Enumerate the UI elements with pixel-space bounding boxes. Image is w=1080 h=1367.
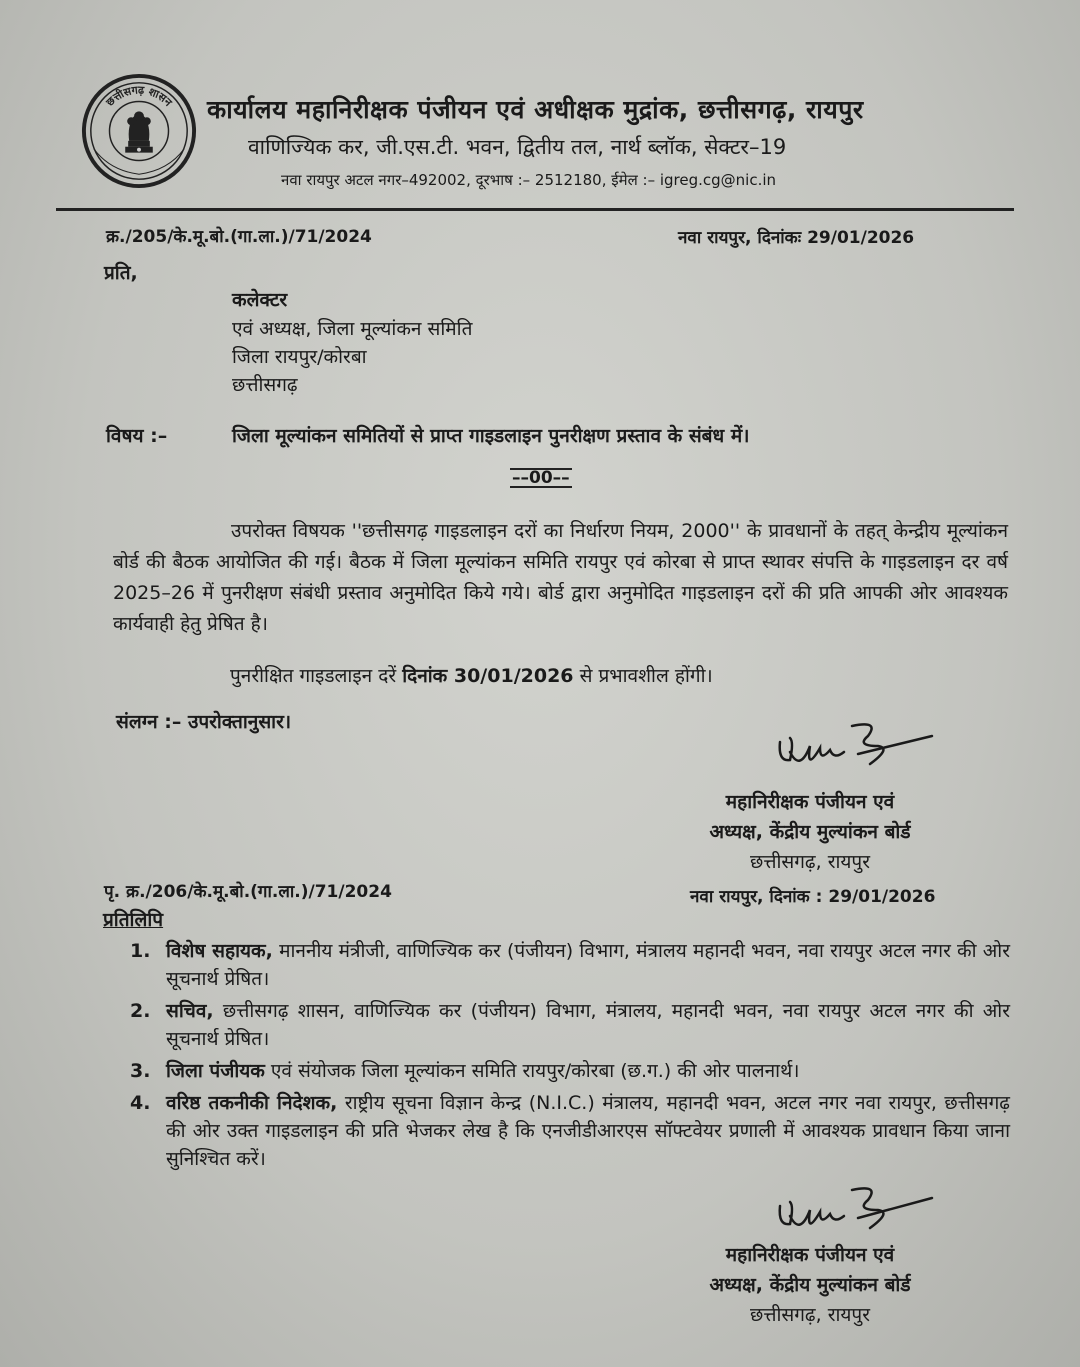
signatory-designation: महानिरीक्षक पंजीयन एवं: [725, 791, 895, 813]
list-item: 2. सचिव, छत्तीसगढ़ शासन, वाणिज्यिक कर (पंजीयन) विभाग, मंत्रालय, महानदी भवन, नवा रायपुर अटल नगर की ओर सूचनार्थ प्रेषित।: [130, 1000, 1010, 1050]
recipient-line-1: कलेक्टर: [232, 289, 288, 311]
office-title: कार्यालय महानिरीक्षक पंजीयन एवं अधीक्षक मुद्रांक, छत्तीसगढ़, रायपुर: [207, 95, 864, 124]
recipient-line-4: छत्तीसगढ़: [232, 374, 298, 396]
seal-text: छत्तीसगढ़ शासन: [103, 83, 175, 109]
effective-date: दिनांक 30/01/2026: [402, 665, 574, 687]
subject-text: जिला मूल्यांकन समितियों से प्राप्त गाइडलाइन पुनरीक्षण प्रस्ताव के संबंध में।: [232, 425, 750, 447]
separator: ––00––: [512, 468, 570, 488]
subject-label: विषय :–: [106, 425, 168, 447]
list-item: 4. वरिष्ठ तकनीकी निदेशक, राष्ट्रीय सूचना विज्ञान केन्द्र (N.I.C.) मंत्रालय, महानदी भवन, अटल नगर नवा रायपुर, छत्तीसगढ़ की ओर उक्त गाइडलाइन की प्रति भेजकर लेख है कि एनजीडीआरएस सॉफ्टवेयर प्रणाली में आवश्यक प्रावधान किया जाना सुनिश्चित करें।: [130, 1092, 1010, 1170]
office-contact: नवा रायपुर अटल नगर–492002, दूरभाष :– 2512180, ईमेल :– igreg.cg@nic.in: [281, 171, 777, 189]
recipient-line-2: एवं अध्यक्ष, जिला मूल्यांकन समिति: [232, 318, 473, 340]
government-seal-icon: [80, 72, 198, 190]
effective-suffix: से प्रभावशील होंगी।: [579, 665, 713, 687]
list-item: 3. जिला पंजीयक एवं संयोजक जिला मूल्यांकन समिति रायपुर/कोरबा (छ.ग.) की ओर पालनार्थ।: [130, 1060, 800, 1082]
copy-heading: प्रतिलिपि: [103, 909, 164, 931]
signature-block-1: [660, 787, 960, 877]
signature-2-icon: [760, 1176, 940, 1244]
effective-prefix: पुनरीक्षित गाइडलाइन दरें: [230, 665, 397, 687]
body-paragraph: उपरोक्त विषयक ''छत्तीसगढ़ गाइडलाइन दरों का निर्धारण नियम, 2000'' के प्रावधानों के तहत् केन्द्रीय मूल्यांकन बोर्ड की बैठक आयोजित की गई। बैठक में जिला मूल्यांकन समिति रायपुर एवं कोरबा से प्राप्त स्थावर संपत्ति के गाइडलाइन दर वर्ष 2025–26 में पुनरीक्षण संबंधी प्रस्ताव अनुमोदित किये गये। बोर्ड द्वारा अनुमोदित गाइडलाइन दरों की प्रति आपकी ओर आवश्यक कार्यवाही हेतु प्रेषित है।: [113, 520, 1008, 635]
signature-block-2: [660, 1240, 960, 1330]
list-item: 1. विशेष सहायक, माननीय मंत्रीजी, वाणिज्यिक कर (पंजीयन) विभाग, मंत्रालय महानदी भवन, नवा रायपुर अटल नगर की ओर सूचनार्थ प्रेषित।: [130, 940, 1010, 990]
svg-text:छत्तीसगढ़ शासन: [103, 83, 176, 109]
signatory-place: छत्तीसगढ़, रायपुर: [750, 851, 870, 873]
signatory-designation: महानिरीक्षक पंजीयन एवं: [725, 1244, 895, 1266]
office-address: वाणिज्यिक कर, जी.एस.टी. भवन, द्वितीय तल, नार्थ ब्लॉक, सेक्टर–19: [248, 135, 787, 159]
copy-reference-number: पृ. क्र./206/के.मू.बो.(गा.ला.)/71/2024: [104, 882, 392, 902]
copy-list: [130, 937, 1010, 1177]
header-divider: [56, 208, 1014, 211]
effective-line: [230, 662, 713, 688]
letter-date: नवा रायपुर, दिनांकः 29/01/2026: [678, 228, 915, 248]
signatory-place: छत्तीसगढ़, रायपुर: [750, 1304, 870, 1326]
copy-date: नवा रायपुर, दिनांक : 29/01/2026: [690, 887, 936, 907]
signatory-office: अध्यक्ष, केंद्रीय मुल्यांकन बोर्ड: [709, 1274, 911, 1296]
signatory-office: अध्यक्ष, केंद्रीय मुल्यांकन बोर्ड: [709, 821, 911, 843]
enclosure-note: संलग्न :– उपरोक्तानुसार।: [116, 711, 292, 733]
signature-1-icon: [760, 712, 940, 782]
to-label: प्रति,: [104, 262, 138, 284]
reference-number: क्र./205/के.मू.बो.(गा.ला.)/71/2024: [106, 227, 372, 247]
recipient-line-3: जिला रायपुर/कोरबा: [232, 346, 367, 368]
